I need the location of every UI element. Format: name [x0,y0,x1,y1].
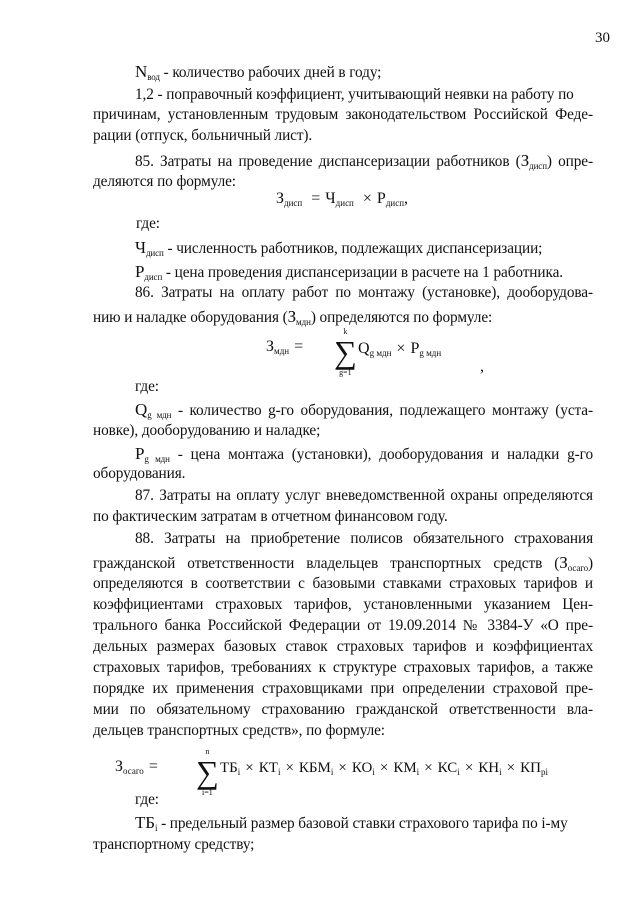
text-line: дельцев транспортных средств», по формуле: [93,722,385,739]
formula-term-index: i [277,767,281,777]
text-line: коэффициентами страховых тарифов, установленными указанием Цен- [93,596,593,613]
times-sign: × [424,760,433,776]
formula-term-index: i [457,767,460,777]
text-line: 88. Затраты на приобретение полисов обязательного страхования [135,530,593,547]
text-line: $Р_{g мдн}$ - цена монтажа (установки), дооборудования и наладки g-го [135,444,594,464]
text-line: трального банка Российской Федерации от 19.09.2014 № 3384-У «О пре- [93,617,593,634]
text-line: оборудования. [93,465,186,482]
text-line: где: [135,791,159,808]
formula-term: КО [351,760,373,776]
formula-installation-terms: $Q_{g мдн} \times Р_{g мдн}$ [358,340,442,358]
times-sign: × [285,760,294,776]
text-line: рации (отпуск, больничный лист). [93,127,313,144]
text-line: транспортному средству; [93,836,255,853]
text-line: по фактическим затратам в отчетном финансовом году. [93,508,448,525]
text-line: 1,2 - поправочный коэффициент, учитывающий неявки на работу по [135,86,574,103]
formula-term: КП [520,760,541,776]
text-line: где: [135,378,159,395]
sum-sign: k ∑ g=1 [334,327,357,377]
sum-sign: n ∑ i=1 [196,747,219,797]
text-line: $Q_{g мдн}$ - количество g-го оборудования, подлежащего монтажу (уста- [135,400,593,420]
text-line: гражданской ответственности владельцев транспортных средств $(З_{осаго})$ [93,553,593,573]
text-line: дельных размерах базовых ставок страховых тарифов и коэффициентах [93,638,593,655]
times-sign: × [245,760,254,776]
text-line: $ТБ_i$ - предельный размер базовой ставки страхового тарифа по i-му [135,813,568,833]
text-line: деляются по формуле: [93,173,236,190]
formula-term-index: i [330,767,334,777]
formula-term: КТ [258,760,278,776]
formula-dispensary: $З_{дисп} = Ч_{дисп} \times Р_{дисп}$, [276,190,409,208]
text-line: $Ч_{дисп}$ - численность работников, подлежащих диспансеризации; [135,238,543,258]
text-line: 85. Затраты на проведение диспансеризации работников $(З_{дисп})$ опре- [135,151,593,171]
formula-osago: $З_{осаго}$ = [115,758,158,776]
times-sign: × [506,760,516,776]
formula-comma: , [480,358,484,375]
formula-term-index: i [237,767,241,777]
formula-term-index: i [372,767,375,777]
text-line: 86. Затраты на оплату работ по монтажу (установке), дооборудова- [135,284,593,301]
text-line: новке), дооборудованию и наладке; [93,422,321,439]
text-line: 87. Затраты на оплату услуг вневедомственной охраны определяются [135,487,593,504]
text-line: $N_{вод}$ - количество рабочих дней в году; [135,62,382,82]
formula-term-index: i [416,767,420,777]
formula-term-index: i [499,767,502,777]
times-sign: × [338,760,347,776]
times-sign: × [464,760,474,776]
formula-term: КН [478,760,500,776]
text-line: нию и наладке оборудования $(З_{мдн})$ определяются по формуле: [93,307,493,327]
formula-term-index: рi [540,767,548,777]
formula-term: КБМ [298,760,331,776]
text-line: страховых тарифов, требованиях к структуре страховых тарифов, а также [93,659,593,676]
formula-term: КС [437,760,458,776]
formula-osago-terms [220,760,548,777]
text-line: где: [136,215,160,232]
text-line: мии по обязательному страхованию гражданской ответственности вла- [93,701,593,718]
formula-installation: $З_{мдн}$ = [266,338,304,356]
text-line: причинам, установленным трудовым законодательством Российской Феде- [93,106,593,123]
text-line: порядке их применения страховщиками при определении страховой пре- [93,680,593,697]
page-number: 30 [595,30,610,46]
formula-term: КМ [393,760,417,776]
symbol: $N_{вод}$ [135,62,160,82]
formula-term: ТБ [220,760,238,776]
text-line: $Р_{дисп}$ - цена проведения диспансеризации в расчете на 1 работника. [135,262,563,282]
text-line: определяются в соответствии с базовыми ставками страховых тарифов и [93,575,593,592]
times-sign: × [379,760,389,776]
